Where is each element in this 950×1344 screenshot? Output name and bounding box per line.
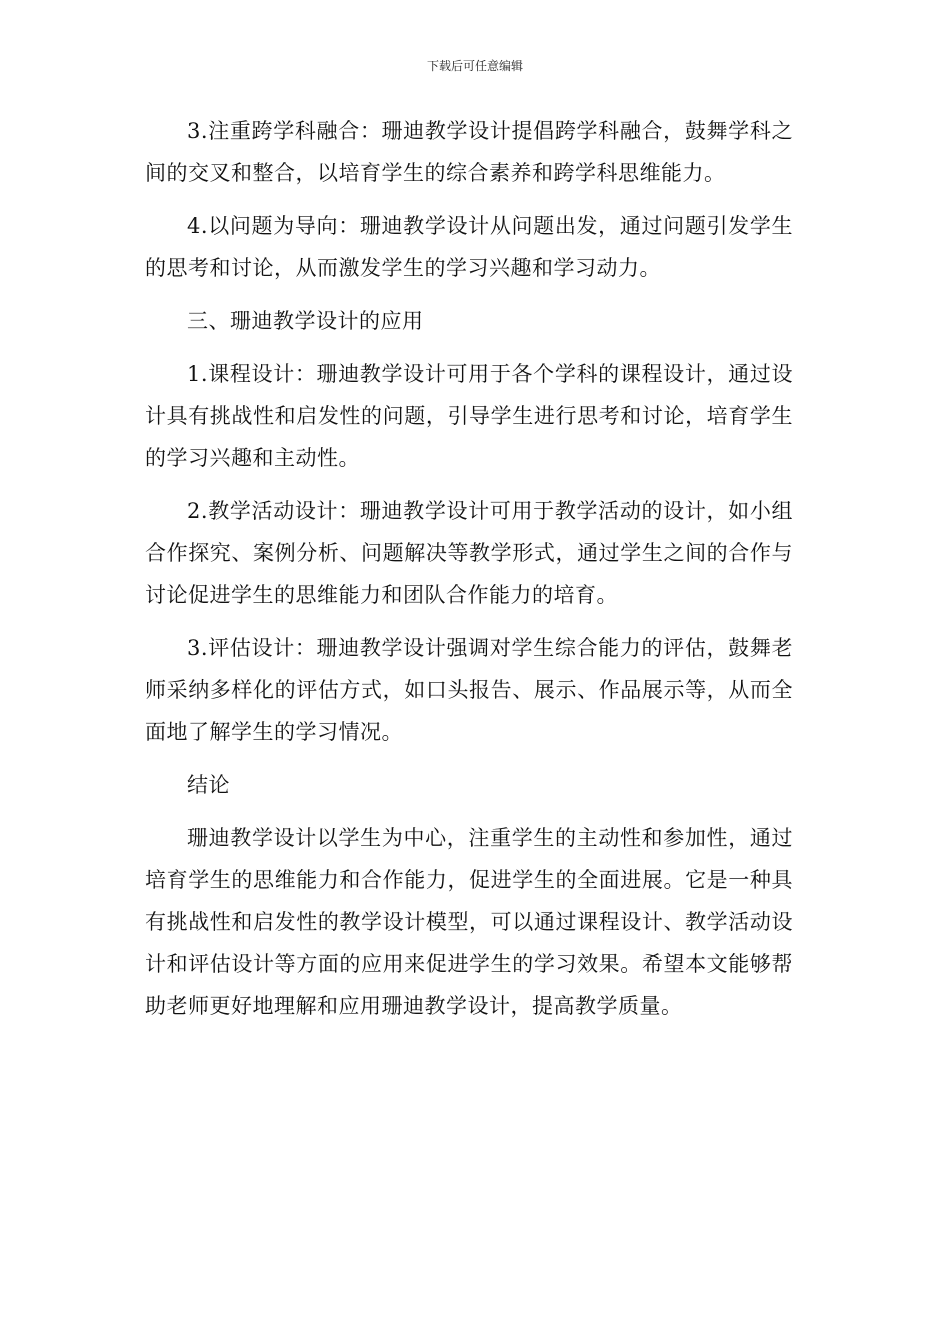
paragraph-assessment-design: 3.评估设计：珊迪教学设计强调对学生综合能力的评估，鼓舞老师采纳多样化的评估方式，如口头报告、展示、作品展示等，从而全面地了解学生的学习情况。 bbox=[145, 636, 793, 744]
paragraph-problem-oriented: 4.以问题为导向：珊迪教学设计从问题出发，通过问题引发学生的思考和讨论，从而激发学生的学习兴趣和学习动力。 bbox=[145, 214, 793, 280]
section-heading-conclusion: 结论 bbox=[187, 773, 230, 797]
paragraph-activity-design: 2.教学活动设计：珊迪教学设计可用于教学活动的设计，如小组合作探究、案例分析、问题解决等教学形式，通过学生之间的合作与讨论促进学生的思维能力和团队合作能力的培育。 bbox=[145, 499, 793, 607]
section-heading-application: 三、珊迪教学设计的应用 bbox=[187, 309, 424, 333]
paragraph-interdisciplinary: 3.注重跨学科融合：珊迪教学设计提倡跨学科融合，鼓舞学科之间的交叉和整合，以培育学生的综合素养和跨学科思维能力。 bbox=[145, 119, 793, 185]
paragraph-conclusion: 珊迪教学设计以学生为中心，注重学生的主动性和参加性，通过培育学生的思维能力和合作能力，促进学生的全面进展。它是一种具有挑战性和启发性的教学设计模型，可以通过课程设计、教学活动设计和评估设计等方面的应用来促进学生的学习效果。希望本文能够帮助老师更好地理解和应用珊迪教学设计，提高教学质量。 bbox=[145, 826, 793, 1018]
document-body bbox=[145, 110, 793, 1038]
paragraph-course-design: 1.课程设计：珊迪教学设计可用于各个学科的课程设计，通过设计具有挑战性和启发性的问题，引导学生进行思考和讨论，培育学生的学习兴趣和主动性。 bbox=[145, 362, 793, 470]
page-header: 下载后可任意编辑 bbox=[426, 59, 523, 73]
